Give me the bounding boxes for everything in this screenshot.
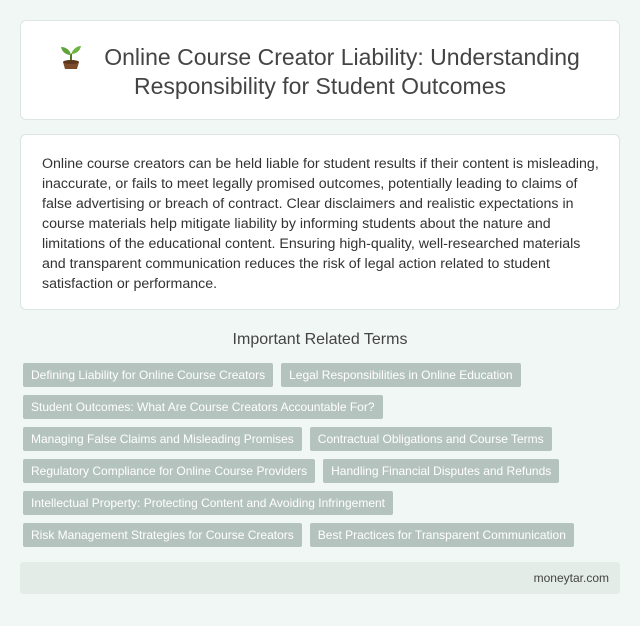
related-terms-heading: Important Related Terms <box>232 331 408 348</box>
title-line-1: Online Course Creator Liability: Understanding <box>104 44 580 70</box>
related-term-tag[interactable]: Best Practices for Transparent Communication <box>310 523 574 547</box>
related-term-tag[interactable]: Handling Financial Disputes and Refunds <box>323 459 559 483</box>
related-terms-list <box>23 363 593 547</box>
footer-bar <box>20 562 620 594</box>
related-term-tag[interactable]: Defining Liability for Online Course Creators <box>23 363 273 387</box>
seedling-icon <box>60 44 82 70</box>
related-term-tag[interactable]: Risk Management Strategies for Course Creators <box>23 523 302 547</box>
related-term-tag[interactable]: Student Outcomes: What Are Course Creators Accountable For? <box>23 395 383 419</box>
intro-card <box>20 134 620 310</box>
related-term-tag[interactable]: Managing False Claims and Misleading Promises <box>23 427 302 451</box>
related-term-tag[interactable]: Contractual Obligations and Course Terms <box>310 427 552 451</box>
title-line-2: Responsibility for Student Outcomes <box>133 73 506 99</box>
related-term-tag[interactable]: Legal Responsibilities in Online Education <box>281 363 520 387</box>
related-term-tag[interactable]: Intellectual Property: Protecting Content and Avoiding Infringement <box>23 491 393 515</box>
intro-paragraph: Online course creators can be held liable for student results if their content is misleading, inaccurate, or fails to meet legally promised outcomes, potentially leading to claims of false advertising or breach of contract. Clear disclaimers and realistic expectations in course materials help mitigate liability by informing students about the nature and limitations of the educational content. Ensuring high-quality, well-researched materials and transparent communication reduces the risk of legal action related to student satisfaction or performance. <box>42 156 599 292</box>
title-card <box>20 20 620 120</box>
page-title <box>21 43 619 101</box>
related-term-tag[interactable]: Regulatory Compliance for Online Course Providers <box>23 459 315 483</box>
footer-site-link[interactable]: moneytar.com <box>533 571 609 585</box>
